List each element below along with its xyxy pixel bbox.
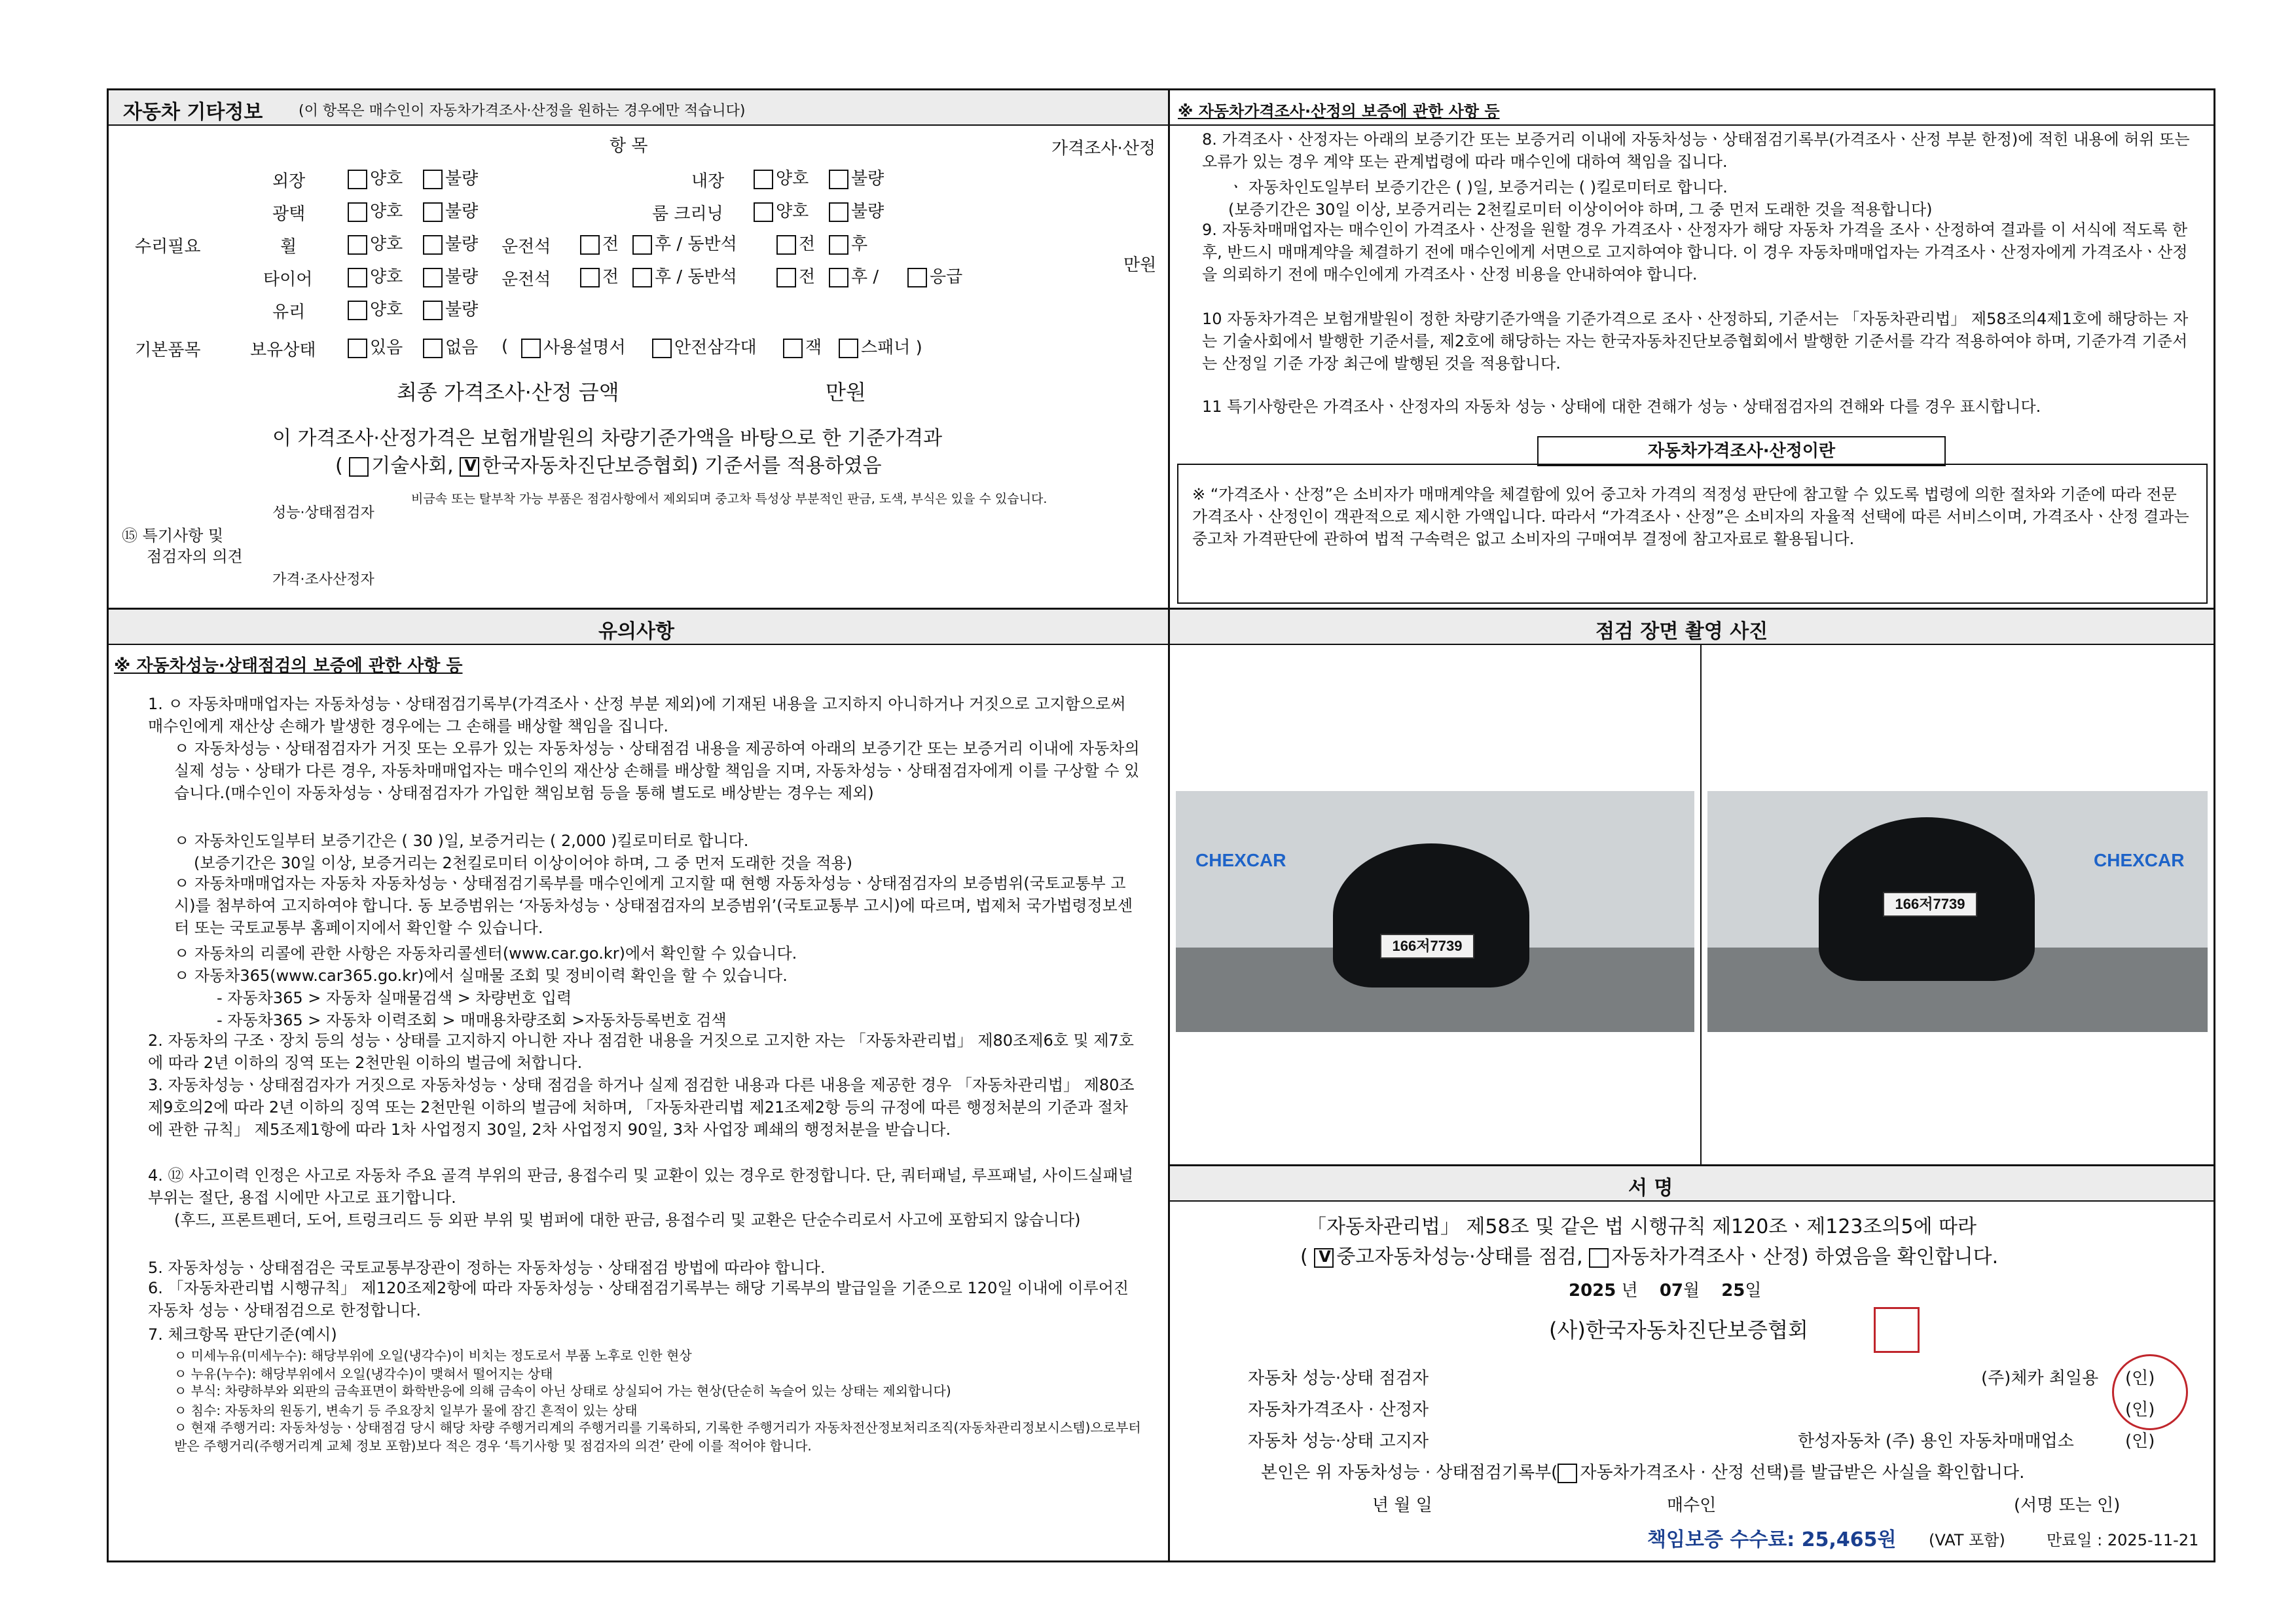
rear-inspection-photo	[1707, 791, 2208, 1032]
tire-passenger-rear-checkbox[interactable]	[829, 268, 848, 287]
jack-checkbox[interactable]	[783, 339, 803, 358]
gloss-good-option[interactable]	[348, 198, 403, 222]
sign-month-suffix: 월	[1683, 1281, 1700, 1301]
front-brand-logo: CHEXCAR	[1195, 850, 1286, 870]
final-price-unit: 만원	[826, 380, 866, 405]
notifier-seal: (인)	[2125, 1431, 2155, 1451]
note-1f1: - 자동차365 > 자동차 실매물검색 > 차량번호 입력	[217, 989, 572, 1007]
guarantee-item-8: 8. 가격조사ㆍ산정자는 아래의 보증기간 또는 보증거리 이내에 자동차성능ㆍ상태점검기록부(가격조사ㆍ산정 부분 한정)에 적힌 내용에 허위 또는 오류가 있는 경우 계약 또는 관계법령에 따라 매수인에 대하여 책임을 집니다.	[1202, 130, 2190, 171]
guarantee-item-8-period: ㆍ 자동차인도일부터 보증기간은 ( )일, 보증거리는 ( )킬로미터로 합니다.	[1228, 178, 1728, 196]
triangle-checkbox[interactable]	[652, 339, 672, 358]
wheel-passenger-rear-option[interactable]	[829, 231, 867, 255]
tire-rear-passenger-option[interactable]	[632, 263, 737, 287]
have-checkbox[interactable]	[348, 339, 367, 358]
gloss-good-text: 양호	[370, 202, 403, 221]
notifier-row-value: 한성자동차 (주) 용인 자동차매매업소	[1798, 1431, 2074, 1451]
wheel-passenger-front-option[interactable]	[776, 231, 815, 255]
room-bad-option[interactable]	[829, 198, 884, 222]
vertical-divider	[1168, 90, 1170, 1560]
glass-good-checkbox[interactable]	[348, 301, 367, 320]
tire-rear-passenger-checkbox[interactable]	[632, 268, 652, 287]
warranty-fee-vat: (VAT 포함)	[1929, 1531, 2005, 1549]
wheel-front-option[interactable]	[580, 231, 619, 255]
room-bad-checkbox[interactable]	[829, 202, 848, 222]
tire-passenger-rear-text: 후 /	[851, 267, 879, 287]
glass-good-option[interactable]	[348, 296, 403, 320]
buyer-signature-field[interactable]: (서명 또는 인)	[2014, 1496, 2121, 1515]
guarantee-item-10: 10 자동차가격은 보험개발원이 정한 차량기준가액을 기준가격으로 조사ㆍ산정하되, 기준서는 「자동차관리법」 제58조의4제1호에 해당하는 자는 기술사회에서 발행한 기준서를, 제2호에 해당하는 자는 한국자동차진단보증협회에서 발행한 기준서를 각각 적용하여야 하며, 기준가격 기준서는 산정일 기준 가장 최근에 발행된 것을 적용합니다.	[1202, 310, 2189, 373]
front-car-body	[1333, 843, 1529, 987]
other-info-subtitle: (이 항목은 매수인이 자동차가격조사·산정을 원하는 경우에만 적습니다)	[299, 103, 746, 119]
notes-header	[109, 610, 1168, 645]
triangle-text: 안전삼각대	[674, 338, 757, 358]
room-good-text: 양호	[776, 202, 809, 221]
wheel-good-text: 양호	[370, 234, 403, 254]
wheel-driver-seat-label: 운전석	[501, 237, 551, 257]
have-option[interactable]	[348, 334, 403, 358]
photos-header	[1170, 610, 2214, 645]
document-sheet	[107, 88, 2215, 1562]
wheel-passenger-front-text: 전	[799, 234, 816, 254]
used-car-inspection-checkbox[interactable]	[1314, 1248, 1334, 1268]
tire-good-checkbox[interactable]	[348, 268, 367, 287]
tire-rear-passenger-text: 후 / 동반석	[655, 267, 737, 287]
warranty-expiry-date: 만료일 : 2025-11-21	[2047, 1531, 2199, 1549]
tire-emergency-text: 응급	[930, 267, 963, 287]
gloss-label: 광택	[272, 204, 306, 224]
wheel-passenger-rear-checkbox[interactable]	[829, 235, 848, 255]
basic-items-label: 기본품목	[135, 341, 201, 360]
tire-passenger-rear-option[interactable]	[829, 263, 879, 287]
price-column-header: 가격조사·산정	[1051, 139, 1156, 158]
glass-bad-checkbox[interactable]	[423, 301, 443, 320]
tire-front-option[interactable]	[580, 263, 619, 287]
interior-bad-option[interactable]	[829, 165, 884, 189]
association-seal-stamp	[1874, 1307, 1920, 1353]
association-name: (사)한국자동차진단보증협회	[1549, 1318, 1808, 1342]
warranty-fee: 책임보증 수수료: 25,465원	[1647, 1528, 1897, 1551]
note-7d: ㅇ 침수: 자동차의 원동기, 변속기 등 주요장치 일부가 물에 잠긴 흔적이 있는 상태	[174, 1403, 638, 1418]
interior-good-checkbox[interactable]	[754, 170, 773, 189]
wheel-bad-text: 불량	[445, 234, 479, 254]
price-guarantee-title: ※ 자동차가격조사·산정의 보증에 관한 사항 등	[1178, 102, 1500, 120]
wheel-front-text: 전	[602, 234, 619, 254]
gloss-bad-checkbox[interactable]	[423, 202, 443, 222]
triangle-option[interactable]	[652, 334, 757, 358]
exterior-good-text: 양호	[370, 169, 403, 189]
price-basis-line2: ( 기술사회, V 한국자동차진단보증협회) 기준서를 적용하였음	[335, 449, 882, 478]
inspector-seal: (인)	[2125, 1369, 2155, 1388]
manual-checkbox[interactable]	[521, 339, 541, 358]
none-option[interactable]	[423, 334, 478, 358]
kaida-checkbox[interactable]	[460, 457, 479, 477]
sign-day: 25	[1721, 1281, 1745, 1301]
exterior-good-option[interactable]	[348, 165, 403, 189]
tire-passenger-front-option[interactable]	[776, 263, 815, 287]
gloss-bad-text: 불량	[445, 202, 479, 221]
tire-label: 타이어	[263, 270, 313, 289]
photos-divider	[1700, 644, 1702, 1164]
room-good-option[interactable]	[754, 198, 809, 222]
inspector-opinion-text: 비금속 또는 탈부착 가능 부품은 점검사항에서 제외되며 중고차 특성상 부분적인 판금, 도색, 부식은 있을 수 있습니다.	[411, 492, 1048, 506]
item-column-header: 항 목	[610, 136, 648, 156]
interior-bad-text: 불량	[851, 169, 884, 189]
signature-date	[1569, 1277, 1762, 1301]
note-7: 7. 체크항목 판단기준(예시)	[148, 1325, 337, 1344]
note-1e: ㅇ 자동차의 리콜에 관한 사항은 자동차리콜센터(www.car.go.kr)에서 확인할 수 있습니다.	[174, 944, 797, 963]
glass-label: 유리	[272, 303, 306, 322]
sign-year: 2025	[1569, 1281, 1616, 1301]
wheel-label: 휠	[280, 237, 297, 257]
sign-day-suffix: 일	[1745, 1281, 1762, 1301]
buyer-confirm-line	[1261, 1459, 2024, 1483]
tire-passenger-front-checkbox[interactable]	[776, 268, 796, 287]
buyer-price-appraisal-checkbox[interactable]	[1558, 1464, 1577, 1483]
repair-needed-label: 수리필요	[135, 237, 201, 257]
note-5: 5. 자동차성능ㆍ상태점검은 국토교통부장관이 정하는 자동차성능ㆍ상태점검 방법에 따라야 합니다.	[148, 1259, 826, 1277]
tech-society-checkbox[interactable]	[349, 457, 369, 477]
room-good-checkbox[interactable]	[754, 202, 773, 222]
none-text: 없음	[445, 338, 479, 358]
interior-good-option[interactable]	[754, 165, 809, 189]
tire-good-option[interactable]	[348, 263, 403, 287]
tire-driver-seat-label: 운전석	[501, 270, 551, 289]
other-info-title: 자동차 기타정보	[123, 101, 263, 124]
price-basis-line1: 이 가격조사·산정가격은 보험개발원의 차량기준가액을 바탕으로 한 기준가격과	[272, 427, 943, 450]
interior-good-text: 양호	[776, 169, 809, 189]
spanner-text: 스패너 )	[861, 338, 922, 358]
tire-good-text: 양호	[370, 267, 403, 287]
special-notes-label-2: 점검자의 의견	[147, 547, 243, 566]
tech-society-text: 기술사회,	[371, 454, 454, 477]
price-definition-text: ※ “가격조사ㆍ산정”은 소비자가 매매계약을 체결함에 있어 중고차 가격의 적정성 판단에 참고할 수 있도록 법령에 의한 절차와 기준에 따라 전문 가격조사ㆍ산정인이 객관적으로 제시한 가액입니다. 따라서 “가격조사ㆍ산정”은 소비자의 자율적 선택에 따른 서비스이며, 가격조사ㆍ산정 결과는 중고차 가격판단에 관하여 법적 구속력은 없고 소비자의 구매여부 결정에 참고자료로 활용됩니다.	[1192, 485, 2189, 548]
wheel-rear-passenger-option[interactable]	[632, 231, 737, 255]
notes-title: 유의사항	[598, 620, 674, 643]
tire-emergency-checkbox[interactable]	[907, 268, 927, 287]
note-7e: ㅇ 현재 주행거리: 자동차성능ㆍ상태점검 당시 해당 차량 주행거리계의 주행거리를 기록하되, 기록한 주행거리가 자동차전산정보처리조직(자동차관리정보시스템)으로부터 받은 주행거리(주행거리계 교체 정보 포함)보다 적은 경우 ‘특기사항 및 점검자의 의견’ 란에 이를 적어야 합니다.	[174, 1420, 1141, 1454]
buyer-label: 매수인	[1667, 1496, 1717, 1515]
guarantee-item-8-note: (보증기간은 30일 이상, 보증거리는 2천킬로미터 이상이어야 하며, 그 중 먼저 도래한 것을 적용합니다)	[1228, 200, 1933, 219]
gloss-good-checkbox[interactable]	[348, 202, 367, 222]
wheel-bad-option[interactable]	[423, 231, 478, 255]
appraiser-seal: (인)	[2125, 1400, 2155, 1420]
other-info-header	[109, 90, 1168, 126]
signature-title: 서 명	[1628, 1177, 1673, 1200]
buyer-date-blank: 년 월 일	[1372, 1496, 1432, 1515]
tire-bad-option[interactable]	[423, 263, 478, 287]
note-1a: 1. ㅇ 자동차매매업자는 자동차성능ㆍ상태점검기록부(가격조사ㆍ산정 부분 제외)에 기재된 내용을 고지하지 아니하거나 거짓으로 고지함으로써 매수인에게 재산상 손해가 발생한 경우에는 그 손해를 배상할 책임을 집니다.	[148, 695, 1126, 735]
price-guarantee-header	[1170, 90, 2214, 126]
appraiser-row-label: 자동차가격조사 · 산정자	[1248, 1400, 1429, 1420]
used-car-inspection-text: 중고자동차성능·상태를 점검,	[1336, 1246, 1583, 1268]
signature-legal-basis: 「자동차관리법」 제58조 및 같은 법 시행규칙 제120조ㆍ제123조의5에 따라	[1307, 1215, 1977, 1238]
wheel-front-checkbox[interactable]	[580, 235, 600, 255]
glass-bad-text: 불량	[445, 300, 479, 320]
tire-bad-text: 불량	[445, 267, 479, 287]
none-checkbox[interactable]	[423, 339, 443, 358]
final-price-label: 최종 가격조사·산정 금액	[397, 380, 619, 405]
wheel-bad-checkbox[interactable]	[423, 235, 443, 255]
tire-emergency-option[interactable]	[907, 263, 962, 287]
possession-label: 보유상태	[250, 341, 316, 360]
tire-bad-checkbox[interactable]	[423, 268, 443, 287]
note-4b: (후드, 프론트펜더, 도어, 트렁크리드 등 외판 부위 및 범퍼에 대한 판금, 용접수리 및 교환은 단순수리로서 사고에 포함되지 않습니다)	[174, 1211, 1081, 1229]
note-1d: ㅇ 자동차매매업자는 자동차 자동차성능ㆍ상태점검기록부를 매수인에게 고지할 때 현행 자동차성능ㆍ상태점검자의 보증범위(국토교통부 고시)를 첨부하여 고지하여야 합니다. 동 보증범위는 ‘자동차성능ㆍ상태점검자의 보증범위’(국토교통부 고시)에 따르며, 법제처 국가법령정보센터 또는 국토교통부 홈페이지에서 확인할 수 있습니다.	[174, 874, 1133, 937]
signature-confirm-line: ( V중고자동차성능·상태를 점검, 자동차가격조사ㆍ산정) 하였음을 확인합니다.	[1300, 1240, 1998, 1269]
exterior-bad-text: 불량	[445, 169, 479, 189]
special-notes-label-1: ⑮ 특기사항 및	[122, 526, 224, 545]
wheel-passenger-rear-text: 후	[851, 234, 868, 254]
signature-header	[1170, 1166, 2214, 1202]
glass-good-text: 양호	[370, 300, 403, 320]
appraiser-label: 가격·조사산정자	[272, 572, 374, 588]
gloss-bad-option[interactable]	[423, 198, 478, 222]
rear-license-plate: 166저7739	[1883, 892, 1977, 917]
buyer-confirm-b: 자동차가격조사 · 산정 선택)를 발급받은 사실을 확인합니다.	[1580, 1463, 2025, 1483]
jack-text: 잭	[805, 338, 822, 358]
note-1f2: - 자동차365 > 자동차 이력조회 > 매매용차량조회 >자동차등록번호 검색	[217, 1011, 727, 1029]
tire-front-checkbox[interactable]	[580, 268, 600, 287]
repair-price-unit: 만원	[1123, 255, 1157, 275]
inspector-label: 성능·상태점검자	[272, 505, 374, 521]
note-1c: ㅇ 자동차인도일부터 보증기간은 ( 30 )일, 보증거리는 ( 2,000 )킬로미터로 합니다.	[174, 832, 749, 850]
wheel-good-checkbox[interactable]	[348, 235, 367, 255]
glass-bad-option[interactable]	[423, 296, 478, 320]
note-1c2: (보증기간은 30일 이상, 보증거리는 2천킬로미터 이상이어야 하며, 그 중 먼저 도래한 것을 적용)	[194, 854, 852, 872]
note-1f: ㅇ 자동차365(www.car365.go.kr)에서 실매물 조회 및 정비이력 확인을 할 수 있습니다.	[174, 967, 788, 985]
exterior-bad-option[interactable]	[423, 165, 478, 189]
guarantee-item-9: 9. 자동차매매업자는 매수인이 가격조사ㆍ산정을 원할 경우 가격조사ㆍ산정자가 해당 자동차 가격을 조사ㆍ산정하여 결과를 이 서식에 적도록 한 후, 반드시 매매계약을 체결하기 전에 매수인에게 서면으로 고지하여야 합니다. 이 경우 자동차매매업자는 가격조사ㆍ산정자에게 가격조사ㆍ산정을 의뢰하기 전에 매수인에게 가격조사ㆍ산정 비용을 안내하여야 합니다.	[1202, 221, 2188, 284]
wheel-rear-passenger-text: 후 / 동반석	[655, 234, 737, 254]
kaida-text: 한국자동차진단보증협회) 기준서를 적용하였음	[482, 454, 882, 477]
photos-title: 점검 장면 촬영 사진	[1595, 620, 1768, 643]
note-4: 4. ⑫ 사고이력 인정은 사고로 자동차 주요 골격 부위의 판금, 용접수리 및 교환이 있는 경우로 한정합니다. 단, 쿼터패널, 루프패널, 사이드실패널 부위는 절단, 용접 시에만 사고로 표기합니다.	[148, 1166, 1134, 1207]
note-6: 6. 「자동차관리법 시행규칙」 제120조제2항에 따라 자동차성능ㆍ상태점검기록부는 해당 기록부의 발급일을 기준으로 120일 이내에 이루어진 자동차 성능ㆍ상태점검으로 한정합니다.	[148, 1279, 1129, 1320]
inspector-row-value: (주)체카 최일용	[1981, 1369, 2099, 1388]
note-1b: ㅇ 자동차성능ㆍ상태점검자가 거짓 또는 오류가 있는 자동차성능ㆍ상태점검 내용을 제공하여 아래의 보증기간 또는 보증거리 이내에 자동차의 실제 성능ㆍ상태가 다른 경우, 자동차매매업자는 매수인의 재산상 손해를 배상할 책임을 지며, 자동차성능ㆍ상태점검자에게 이를 구상할 수 있습니다.(매수인이 자동차성능ㆍ상태점검자가 가입한 책임보험 등을 통해 별도로 배상받는 경우는 제외)	[174, 739, 1140, 802]
spanner-checkbox[interactable]	[839, 339, 858, 358]
interior-label: 내장	[691, 172, 725, 191]
rear-brand-logo: CHEXCAR	[2094, 850, 2185, 870]
exterior-label: 외장	[272, 172, 306, 191]
notifier-row-label: 자동차 성능·상태 고지자	[1248, 1431, 1429, 1451]
room-cleaning-label: 룸 크리닝	[652, 204, 723, 224]
room-bad-text: 불량	[851, 202, 884, 221]
price-appraisal-text: 자동차가격조사ㆍ산정) 하였음을 확인합니다.	[1611, 1246, 1999, 1268]
front-license-plate: 166저7739	[1380, 934, 1474, 959]
note-7c: ㅇ 부식: 차량하부와 외판의 금속표면이 화학반응에 의해 금속이 아닌 상태로 상실되어 가는 현상(단순히 녹슬어 있는 상태는 제외합니다)	[174, 1383, 951, 1399]
spanner-option[interactable]	[839, 334, 922, 358]
jack-option[interactable]	[783, 334, 822, 358]
paren-open: (	[501, 337, 509, 356]
tire-front-text: 전	[602, 267, 619, 287]
wheel-passenger-front-checkbox[interactable]	[776, 235, 796, 255]
note-7a: ㅇ 미세누유(미세누수): 해당부위에 오일(냉각수)이 비치는 정도로서 부품 노후로 인한 현상	[174, 1348, 692, 1363]
manual-text: 사용설명서	[543, 338, 626, 358]
wheel-good-option[interactable]	[348, 231, 403, 255]
guarantee-item-11: 11 특기사항란은 가격조사ㆍ산정자의 자동차 성능ㆍ상태에 대한 견해가 성능ㆍ상태점검자의 견해와 다를 경우 표시합니다.	[1202, 397, 2041, 416]
have-text: 있음	[370, 338, 403, 358]
price-definition-box-title: 자동차가격조사·산정이란	[1537, 436, 1946, 466]
inspector-row-label: 자동차 성능·상태 점검자	[1248, 1369, 1429, 1388]
tire-passenger-front-text: 전	[799, 267, 816, 287]
exterior-good-checkbox[interactable]	[348, 170, 367, 189]
sign-month: 07	[1659, 1281, 1684, 1301]
note-3: 3. 자동차성능ㆍ상태점검자가 거짓으로 자동차성능ㆍ상태 점검을 하거나 실제 점검한 내용과 다른 내용을 제공한 경우 「자동차관리법」 제80조제9호의2에 따라 2년 이하의 징역 또는 2천만원 이하의 벌금에 처하며, 「자동차관리법 제21조제2항 등의 규정에 따른 행정처분의 기준과 절차에 관한 규칙」 제5조제1항에 따라 1차 사업정지 30일, 2차 사업정지 90일, 3차 사업장 폐쇄의 행정처분을 받습니다.	[148, 1076, 1135, 1139]
notes-subtitle: ※ 자동차성능·상태점검의 보증에 관한 사항 등	[114, 656, 463, 676]
buyer-confirm-a: 본인은 위 자동차성능 · 상태점검기록부(	[1261, 1463, 1558, 1483]
note-7b: ㅇ 누유(누수): 해당부위에서 오일(냉각수)이 맺혀서 떨어지는 상태	[174, 1366, 553, 1382]
interior-bad-checkbox[interactable]	[829, 170, 848, 189]
exterior-bad-checkbox[interactable]	[423, 170, 443, 189]
sign-year-suffix: 년	[1621, 1281, 1638, 1301]
note-2: 2. 자동차의 구조ㆍ장치 등의 성능ㆍ상태를 고지하지 아니한 자나 점검한 내용을 거짓으로 고지한 자는 「자동차관리법」 제80조제6호 및 제7호에 따라 2년 이하의 징역 또는 2천만원 이하의 벌금에 처합니다.	[148, 1031, 1134, 1072]
wheel-rear-passenger-checkbox[interactable]	[632, 235, 652, 255]
manual-option[interactable]	[521, 334, 626, 358]
front-inspection-photo	[1176, 791, 1694, 1032]
price-appraisal-checkbox[interactable]	[1589, 1248, 1609, 1268]
